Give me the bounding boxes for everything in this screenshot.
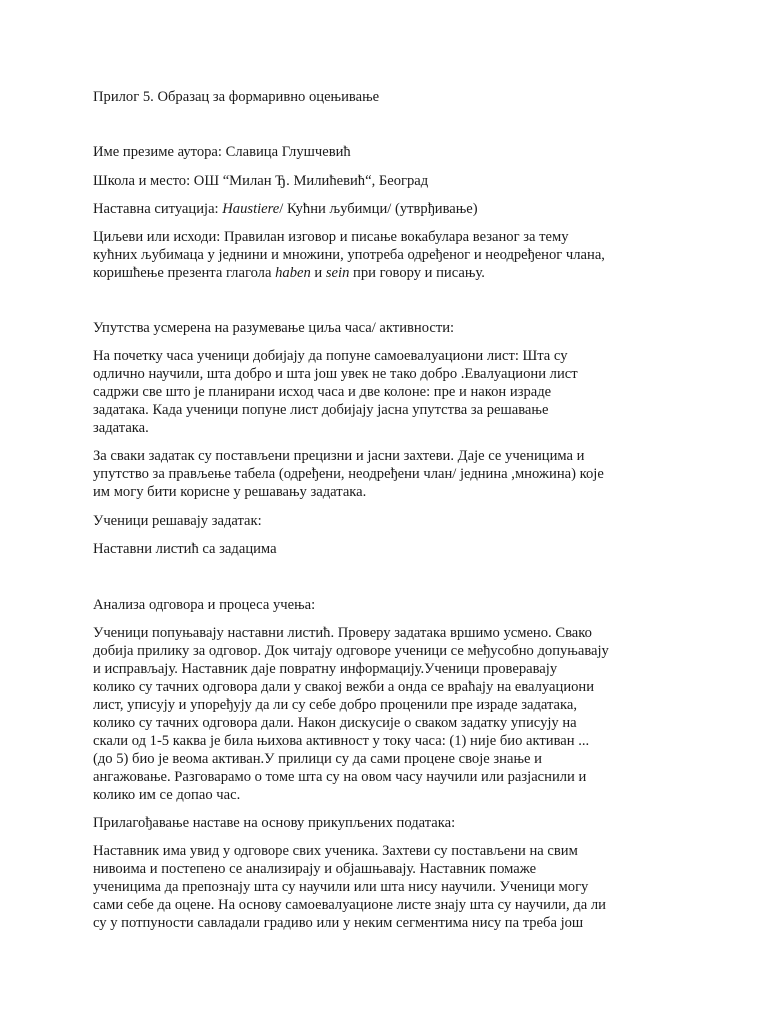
paragraph-line: Наставник има увид у одговоре свих ученика. Захтеви су постављени на свим <box>93 843 578 859</box>
paragraph-line: добија прилику за одговор. Док читају одговоре ученици се међусобно допуњавају <box>93 643 609 659</box>
goals-line-3 <box>93 264 485 283</box>
instructions-heading: Упутства усмерена на разумевање циља часа/ активности: <box>93 320 455 336</box>
goals-line-1: Циљеви или исходи: Правилан изговор и писање вокабулара везаног за тему <box>93 229 569 245</box>
paragraph-line: одлично научили, шта добро и шта још увек не тако добро .Евалуациони лист <box>93 366 578 382</box>
situation-prefix: Наставна ситуација: <box>93 201 223 217</box>
paragraph-line: колико им се допао час. <box>93 787 241 803</box>
goals-line-3-prefix: коришћење презента глагола <box>93 265 276 281</box>
verb-haben: haben <box>275 265 311 281</box>
verb-sein: sein <box>325 265 350 281</box>
paragraph-line: (до 5) био је веома активан.У прилици су да сами процене своје знање и <box>93 751 542 767</box>
situation-suffix: / Кућни љубимци/ (утврђивање) <box>279 201 478 217</box>
paragraph-line: За сваки задатак су постављени прецизни и јасни захтеви. Даје се ученицима и <box>93 448 585 464</box>
worksheet-line: Наставни листић са задацима <box>93 541 277 557</box>
paragraph-line: сами себе да оцене. На основу самоевалуационе листе знају шта су научили, да ли <box>93 897 606 913</box>
analysis-heading: Анализа одговора и процеса учења: <box>93 597 316 613</box>
adaptation-heading: Прилагођавање наставе на основу прикупљених података: <box>93 815 456 831</box>
goals-line-3-and: и <box>310 265 326 281</box>
paragraph-line: ангажовање. Разговарамо о томе шта су на овом часу научили или разјаснили и <box>93 769 587 785</box>
author-line: Име презиме аутора: Славица Глушчевић <box>93 144 351 160</box>
document-title: Прилог 5. Образац за формаривно оцењивање <box>93 89 380 105</box>
paragraph-line: задатака. <box>93 420 149 436</box>
paragraph-line: упутство за прављење табела (одређени, неодређени члан/ једнина ,множина) које <box>93 466 604 482</box>
paragraph-line: На почетку часа ученици добијају да попуне самоевалуациони лист: Шта су <box>93 348 568 364</box>
situation-line <box>93 200 478 219</box>
school-line: Школа и место: ОШ “Милан Ђ. Милићевић“, Београд <box>93 173 429 189</box>
paragraph-line: им могу бити корисне у решавању задатака. <box>93 484 367 500</box>
paragraph-line: задатака. Када ученици попуне лист добијају јасна упутства за решавање <box>93 402 549 418</box>
paragraph-line: и исправљају. Наставник даје повратну информацију.Ученици проверавају <box>93 661 558 677</box>
paragraph-line: колико су тачних одговора дали. Након дискусије о сваком задатку уписују на <box>93 715 577 731</box>
goals-line-2: кућних љубимаца у једнини и множини, употреба одређеног и неодређеног члана, <box>93 247 605 263</box>
paragraph-line: колико су тачних одговора дали у свакој вежби а онда се враћају на евалуациони <box>93 679 595 695</box>
paragraph-line: садржи све што је планирани исход часа и две колоне: пре и након израде <box>93 384 552 400</box>
paragraph-line: скали од 1-5 каква је била њихова активност у току часа: (1) није био активан ... <box>93 733 590 749</box>
students-solve-line: Ученици решавају задатак: <box>93 513 262 529</box>
goals-line-3-suffix: при говору и писању. <box>349 265 485 281</box>
paragraph-line: су у потпуности савладали градиво или у неким сегментима нису па треба још <box>93 915 584 931</box>
paragraph-line: лист, уписују и упоређују да ли су себе добро проценили пре израде задатака, <box>93 697 578 713</box>
paragraph-line: ученицима да препознају шта су научили или шта нису научили. Ученици могу <box>93 879 589 895</box>
situation-topic-german: Haustiere <box>222 201 280 217</box>
paragraph-line: нивоима и постепено се анализирају и објашњавају. Наставник помаже <box>93 861 537 877</box>
paragraph-line: Ученици попуњавају наставни листић. Проверу задатака вршимо усмено. Свако <box>93 625 592 641</box>
